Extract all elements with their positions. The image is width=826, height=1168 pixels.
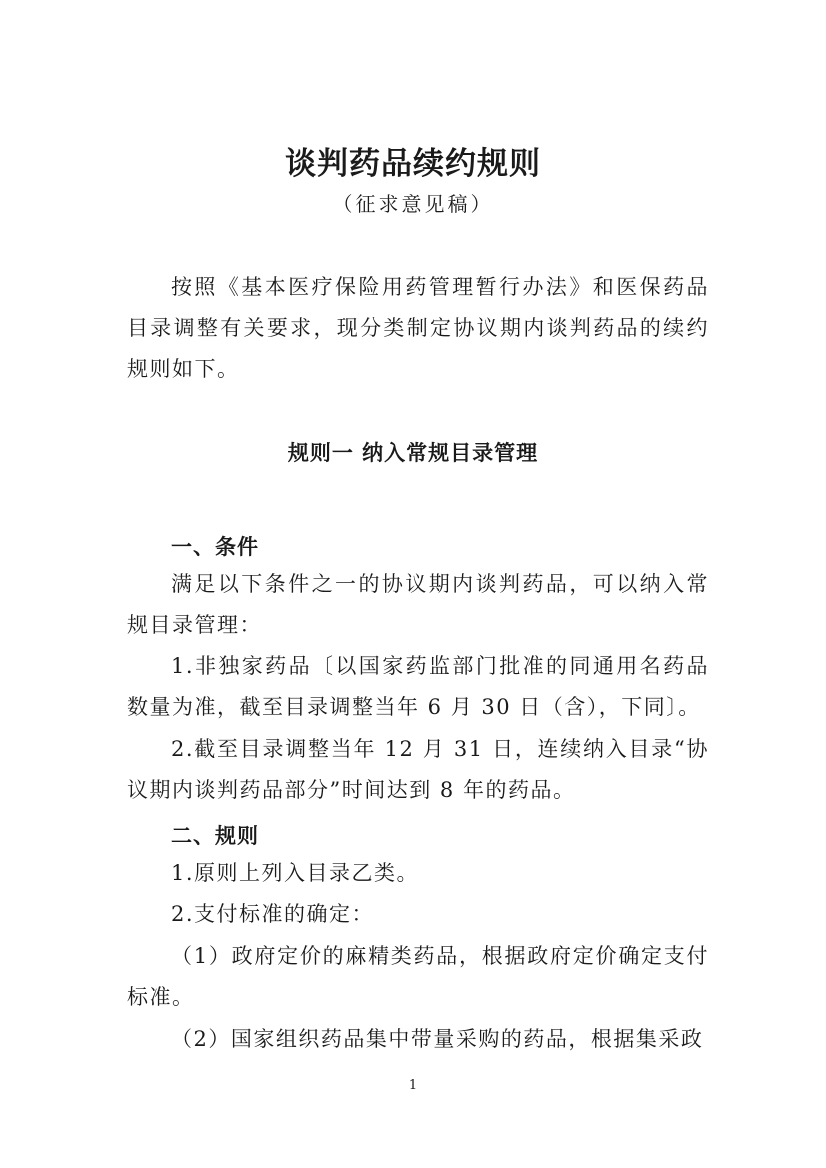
- section2-sub2: （2）国家组织药品集中带量采购的药品，根据集采政: [171, 1027, 704, 1051]
- intro-paragraph: 按照《基本医疗保险用药管理暂行办法》和医保药品目录调整有关要求，现分类制定协议期内谈判药品的续约规则如下。: [127, 275, 709, 381]
- rule-heading: 规则一 纳入常规目录管理: [287, 441, 539, 465]
- document-subtitle: （征求意见稿）: [332, 192, 494, 216]
- section1-item1: 1.非独家药品〔以国家药监部门批准的同通用名药品数量为准，截至目录调整当年 6 月 30 日（含），下同〕。: [127, 654, 709, 719]
- section2-heading: 二、规则: [171, 824, 259, 848]
- section2-sub1: （1）政府定价的麻精类药品，根据政府定价确定支付标准。: [127, 944, 709, 1009]
- section2-item1: 1.原则上列入目录乙类。: [171, 861, 420, 885]
- section1-item2: 2.截至目录调整当年 12 月 31 日，连续纳入目录“协议期内谈判药品部分”时间达到 8 年的药品。: [127, 737, 709, 802]
- section1-heading: 一、条件: [171, 535, 259, 559]
- section2-item2: 2.支付标准的确定：: [171, 902, 375, 926]
- section1-lead: 满足以下条件之一的协议期内谈判药品，可以纳入常规目录管理：: [127, 572, 709, 637]
- document-title: 谈判药品续约规则: [285, 146, 541, 182]
- page-number: 1: [408, 1078, 418, 1093]
